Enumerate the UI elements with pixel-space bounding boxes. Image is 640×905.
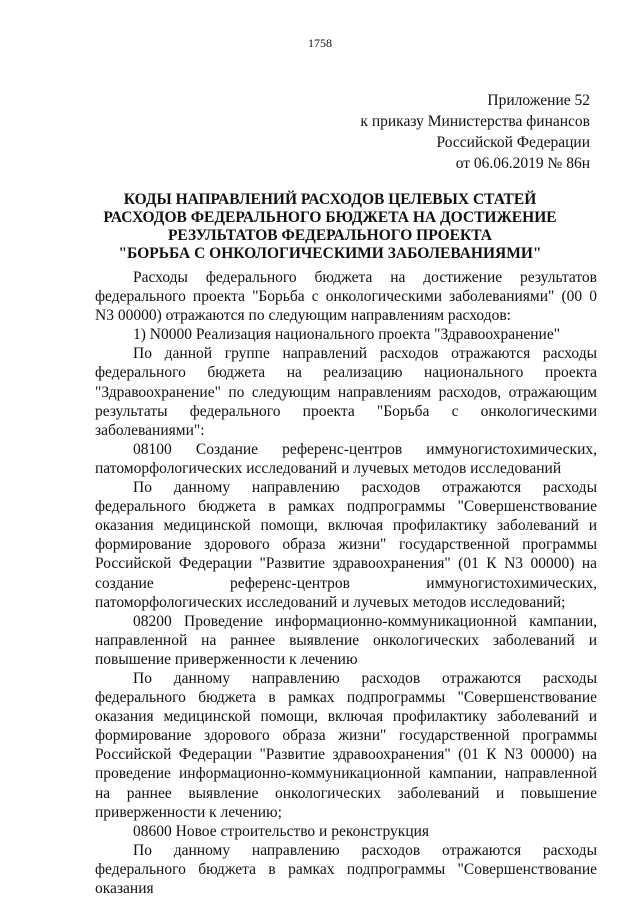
body-paragraph: 1) N0000 Реализация национального проекта "Здравоохранение"	[133, 326, 561, 344]
appendix-line: Российской Федерации	[436, 134, 590, 151]
document-body	[95, 268, 597, 898]
appendix-line: к приказу Министерства финансов	[360, 113, 590, 130]
page-number: 1758	[308, 36, 332, 50]
body-paragraph: 08600 Новое строительство и реконструкция	[133, 822, 430, 840]
body-paragraph: По данной группе направлений расходов отражаются расходы федерального бюджета на реализацию национального проекта "Здравоохранение" по следующим направлениям расходов, отражающим результаты федерального проекта "Борьба с онкологическими заболеваниями":	[95, 345, 597, 439]
title-line: РАСХОДОВ ФЕДЕРАЛЬНОГО БЮДЖЕТА НА ДОСТИЖЕНИЕ	[103, 209, 557, 226]
body-paragraph: По данному направлению расходов отражаются расходы федерального бюджета в рамках подпрограммы "Совершенствование оказания медицинской помощи, включая профилактику заболеваний и формирование здорового образа жизни" государственной программы Российской Федерации "Развитие здравоохранения" (01 К N3 00000) на проведение информационно-коммуникационной кампании, направленной на раннее выявление онкологических заболеваний и повышение приверженности к лечению;	[95, 669, 597, 821]
appendix-line: Приложение 52	[487, 92, 590, 109]
appendix-line: от 06.06.2019 № 86н	[455, 155, 590, 172]
body-paragraph: 08100 Создание референс-центров иммуногистохимических, патоморфологических исследований и лучевых методов исследований	[95, 440, 597, 477]
appendix-block	[330, 90, 590, 174]
title-line: РЕЗУЛЬТАТОВ ФЕДЕРАЛЬНОГО ПРОЕКТА	[167, 227, 493, 244]
body-paragraph: По данному направлению расходов отражаются расходы федерального бюджета в рамках подпрограммы "Совершенствование оказания	[95, 841, 597, 897]
body-paragraph: 08200 Проведение информационно-коммуникационной кампании, направленной на раннее выявление онкологических заболеваний и повышение приверженности к лечению	[95, 612, 597, 668]
title-line: "БОРЬБА С ОНКОЛОГИЧЕСКИМИ ЗАБОЛЕВАНИЯМИ"	[118, 245, 542, 262]
body-paragraph: По данному направлению расходов отражаются расходы федерального бюджета в рамках подпрограммы "Совершенствование оказания медицинской помощи, включая профилактику заболеваний и формирование здорового образа жизни" государственной программы Российской Федерации "Развитие здравоохранения" (01 К N3 00000) на создание референс-центров иммуногистохимических, патоморфологических исследований и лучевых методов исследований;	[95, 479, 597, 611]
document-title	[70, 191, 590, 263]
body-paragraph: Расходы федерального бюджета на достижение результатов федерального проекта "Борьба с онкологическими заболеваниями" (00 0 N3 00000) отражаются по следующим направлениям расходов:	[95, 269, 597, 325]
title-line: КОДЫ НАПРАВЛЕНИЙ РАСХОДОВ ЦЕЛЕВЫХ СТАТЕЙ	[123, 191, 537, 208]
